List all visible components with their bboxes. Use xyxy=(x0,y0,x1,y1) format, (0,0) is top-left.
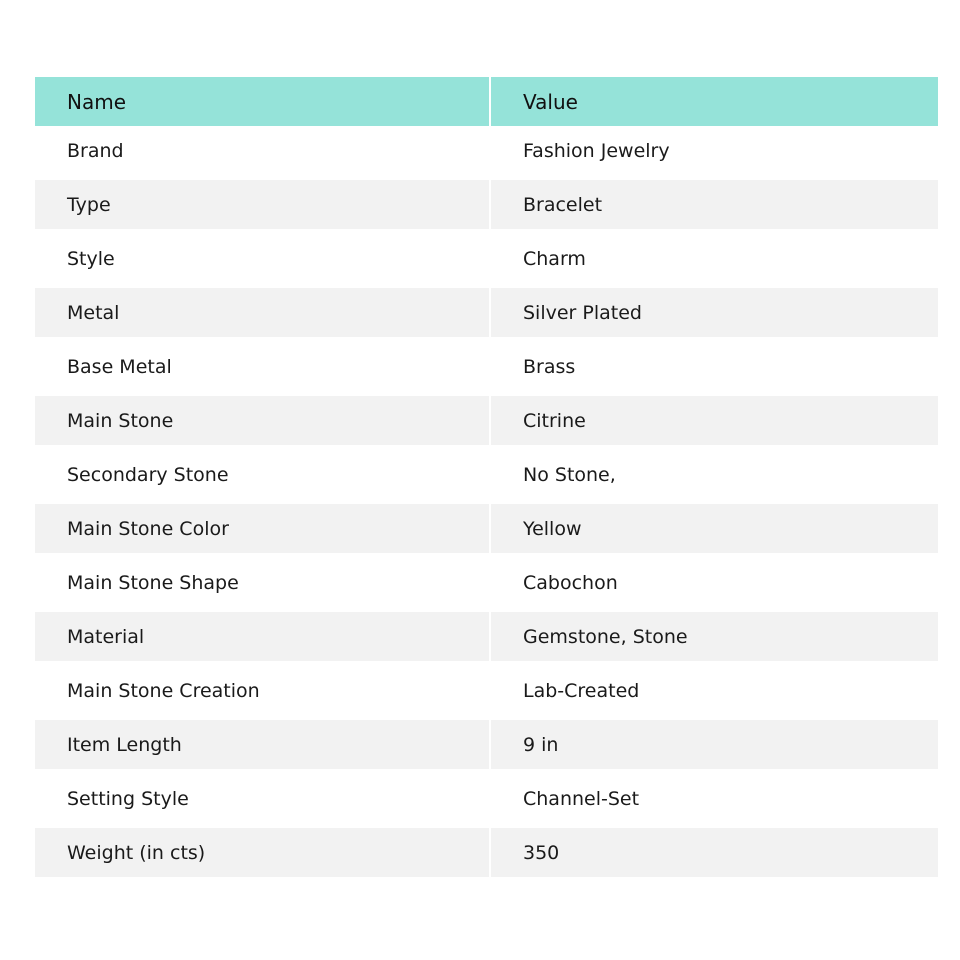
row-value-cell: Bracelet xyxy=(523,193,603,216)
row-name-cell: Item Length xyxy=(35,720,490,769)
row-value-cell: Citrine xyxy=(523,409,586,432)
specifications-table xyxy=(35,77,938,877)
row-value-cell: Fashion Jewelry xyxy=(523,139,670,162)
row-value-cell: Charm xyxy=(523,247,586,270)
row-name-cell: Secondary Stone xyxy=(35,450,490,499)
table-row xyxy=(35,126,938,175)
row-value-cell: Yellow xyxy=(523,517,582,540)
table-row xyxy=(35,720,938,769)
row-value-cell: Silver Plated xyxy=(523,301,642,324)
column-header-name: Name xyxy=(35,77,490,126)
table-row xyxy=(35,504,938,553)
table-row xyxy=(35,396,938,445)
table-row xyxy=(35,828,938,877)
row-name-cell: Main Stone Color xyxy=(35,504,490,553)
table-body xyxy=(35,126,938,877)
table-row xyxy=(35,774,938,823)
row-name-cell: Weight (in cts) xyxy=(35,828,490,877)
row-value-cell: 9 in xyxy=(523,733,559,756)
row-name-cell: Type xyxy=(35,180,490,229)
table-row xyxy=(35,612,938,661)
row-name-cell: Brand xyxy=(35,126,490,175)
row-name-cell: Main Stone xyxy=(35,396,490,445)
table-row xyxy=(35,342,938,391)
row-value-cell: Brass xyxy=(523,355,576,378)
row-value-cell: No Stone, xyxy=(523,463,616,486)
table-row xyxy=(35,234,938,283)
table-row xyxy=(35,558,938,607)
row-value-cell: Channel-Set xyxy=(523,787,640,810)
table-row xyxy=(35,666,938,715)
column-header-value: Value xyxy=(523,89,578,114)
table-header-row xyxy=(35,77,938,126)
row-name-cell: Main Stone Shape xyxy=(35,558,490,607)
row-name-cell: Setting Style xyxy=(35,774,490,823)
table-row xyxy=(35,180,938,229)
row-value-cell: Gemstone, Stone xyxy=(523,625,688,648)
row-name-cell: Main Stone Creation xyxy=(35,666,490,715)
row-name-cell: Material xyxy=(35,612,490,661)
row-value-cell: 350 xyxy=(523,841,560,864)
row-value-cell: Lab-Created xyxy=(523,679,640,702)
row-name-cell: Base Metal xyxy=(35,342,490,391)
row-name-cell: Style xyxy=(35,234,490,283)
table-row xyxy=(35,450,938,499)
table-row xyxy=(35,288,938,337)
row-value-cell: Cabochon xyxy=(523,571,618,594)
row-name-cell: Metal xyxy=(35,288,490,337)
